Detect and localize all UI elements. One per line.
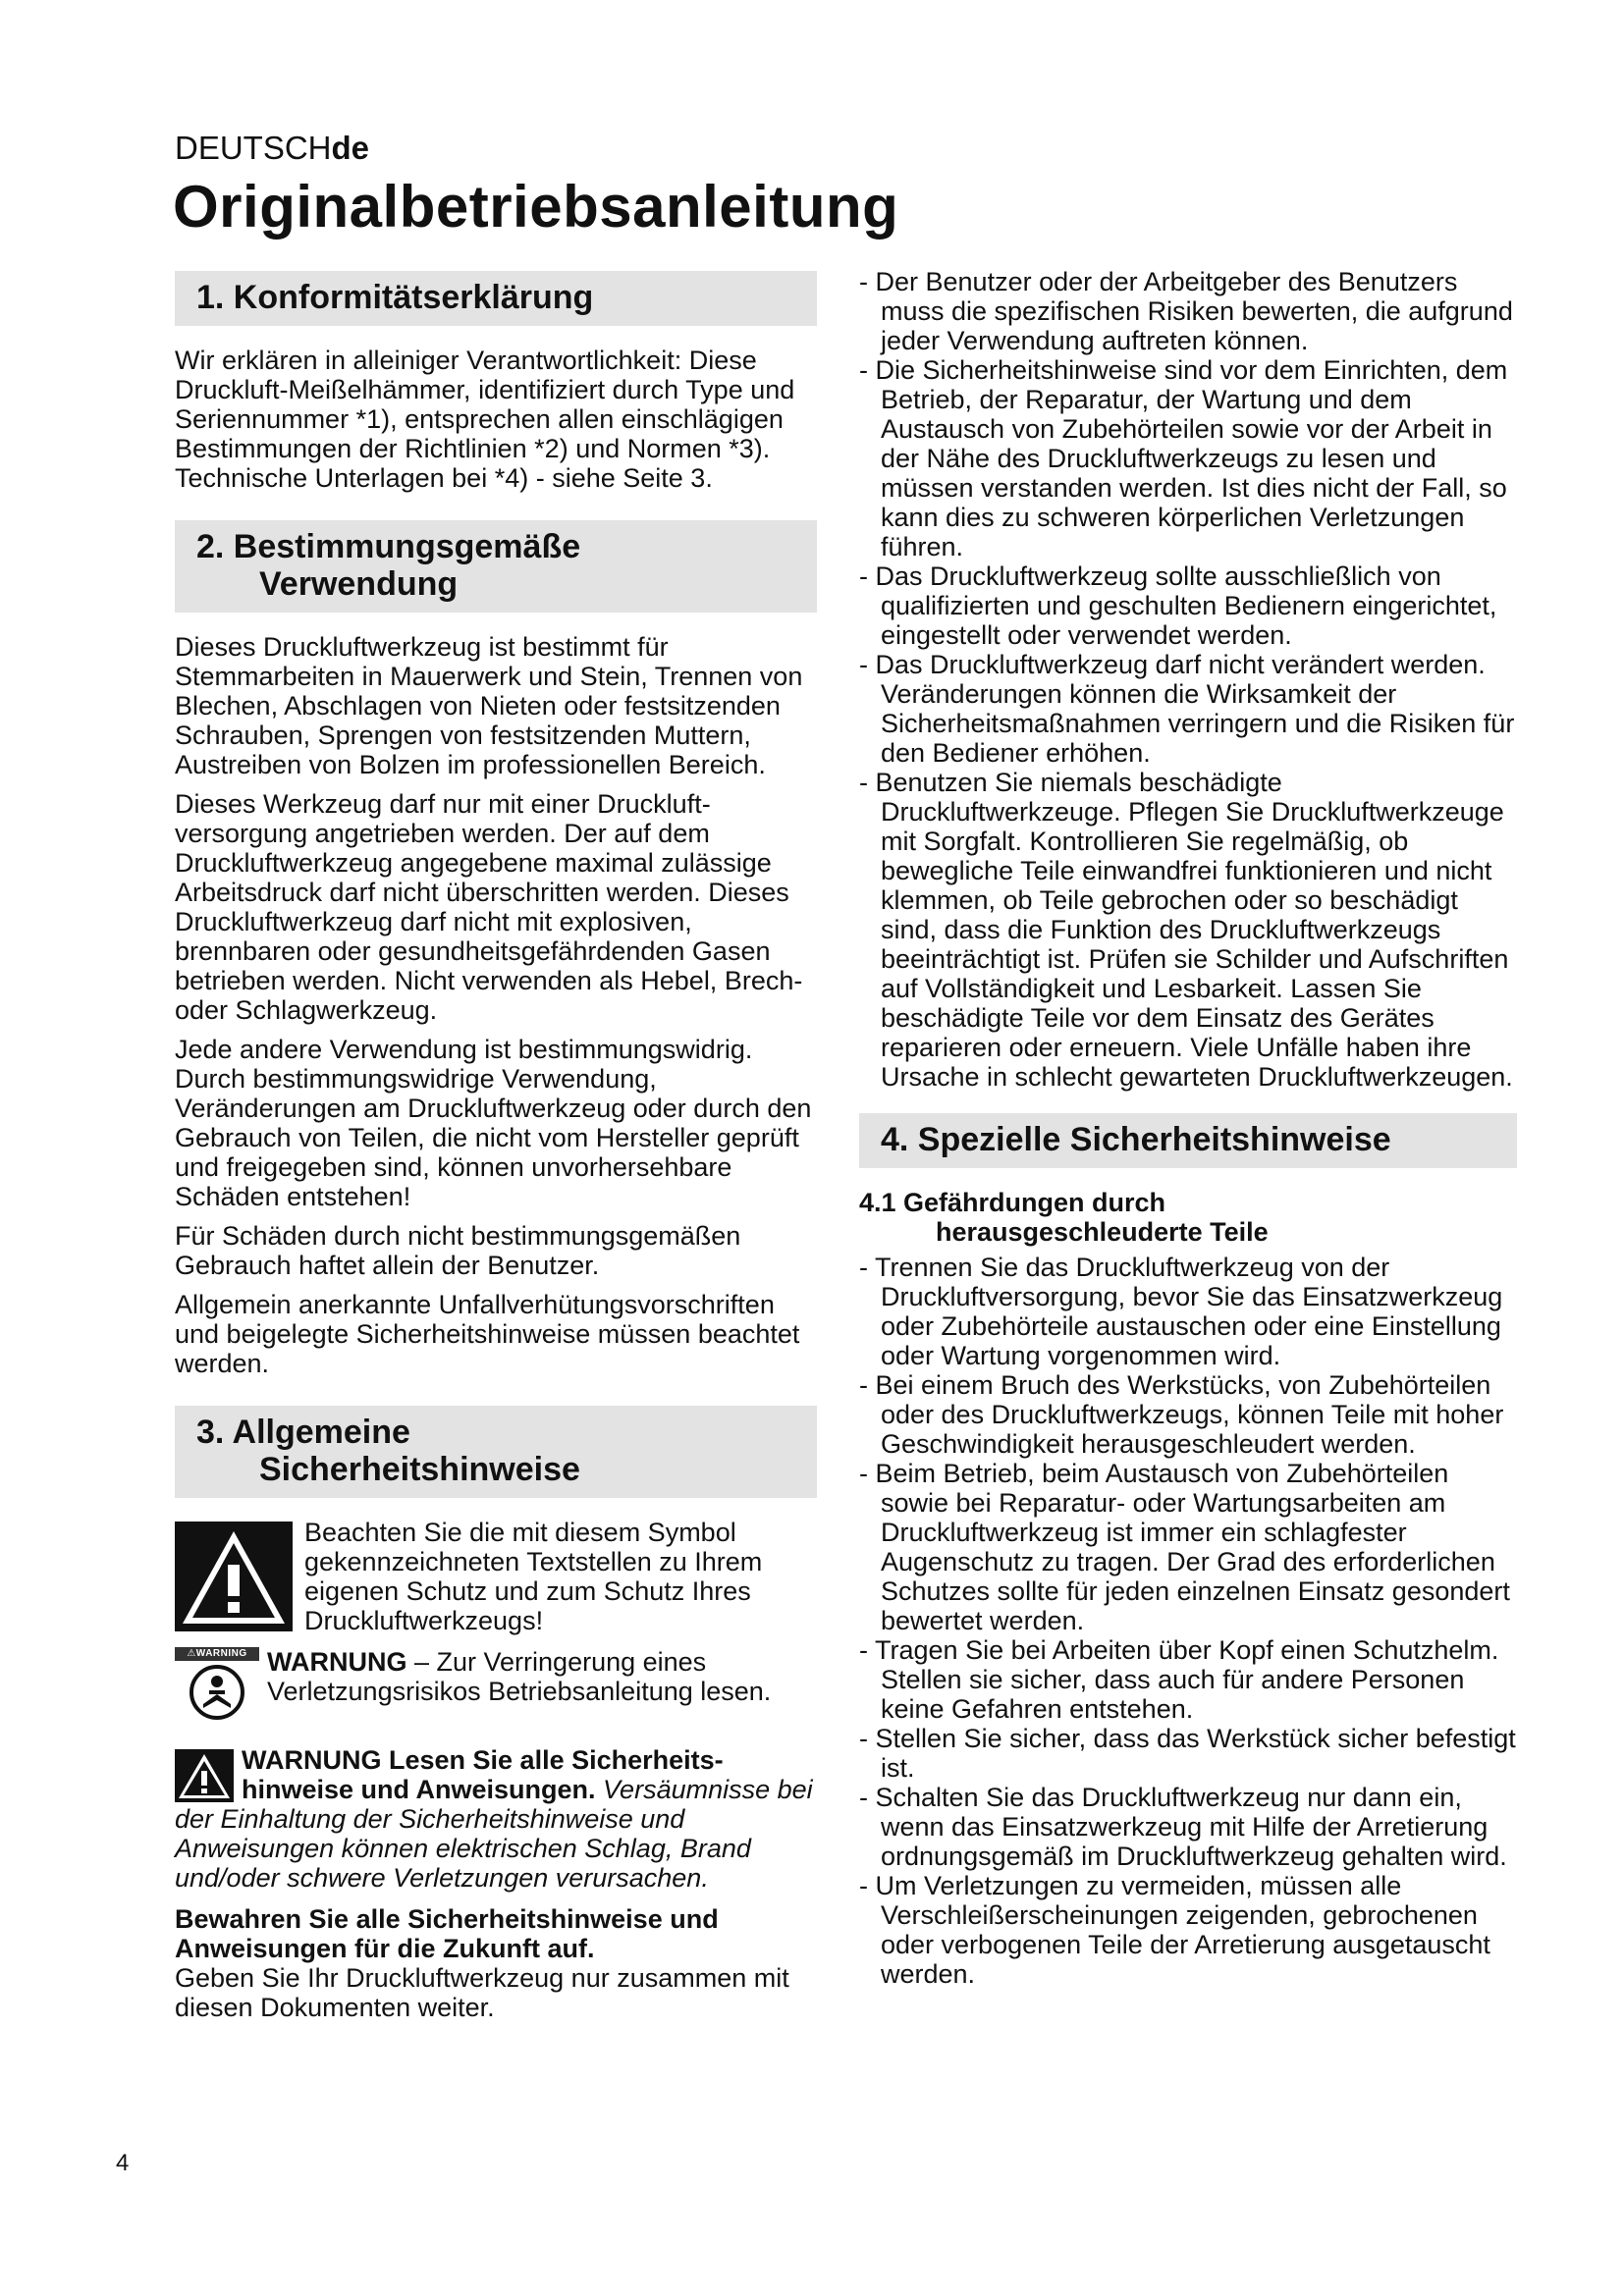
right-column — [859, 267, 1517, 1989]
list-item: - Das Druckluftwerkzeug darf nicht verändert werden. Veränderungen können die Wirksamkeit der Sicherheitsmaßnahmen verringern und die Risiken für den Bediener erhöhen. — [859, 650, 1517, 768]
section-2-paragraph: Allgemein anerkannte Unfallverhütungsvorschriften und beigelegte Sicherheitshinweise müssen beachtet werden. — [175, 1290, 800, 1378]
read-manual-icon — [189, 1665, 244, 1720]
subsection-4-1-line1: 4.1 Gefährdungen durch — [859, 1188, 1166, 1217]
list-item: - Trennen Sie das Druckluftwerkzeug von der Druckluftversorgung, bevor Sie das Einsatzwerkzeug oder Zubehörteile austauschen oder eine Einstellung oder Wartung vorgenommen wird. — [859, 1253, 1517, 1370]
section-2-heading — [175, 520, 817, 613]
section-3-heading-line2: Sicherheitshinweise — [259, 1451, 580, 1488]
list-item: - Die Sicherheitshinweise sind vor dem Einrichten, dem Betrieb, der Reparatur, der Wartung und dem Austausch von Zubehörteilen sowie vor der Arbeit in der Nähe des Druckluftwerkzeugs zu lesen und müssen verstanden werden. Ist dies nicht der Fall, so kann dies zu schweren körperlichen Verletzungen führen. — [859, 355, 1517, 561]
page-number: 4 — [116, 2150, 130, 2176]
general-safety-list — [859, 267, 1517, 1092]
section-3-heading — [175, 1406, 817, 1498]
subsection-4-1-heading — [859, 1188, 1517, 1247]
keep-instructions-text: Geben Sie Ihr Druckluftwerkzeug nur zusammen mit diesen Dokumenten weiter. — [175, 1963, 789, 2022]
read-manual-warning — [175, 1647, 817, 1720]
warning-triangle-small-icon — [175, 1749, 234, 1802]
section-4-heading: 4. Spezielle Sicherheitshinweise — [859, 1113, 1517, 1168]
subsection-4-1-line2: herausgeschleuderte Teile — [936, 1217, 1269, 1247]
symbol-note-text: Beachten Sie die mit diesem Symbol gekennzeichneten Textstellen zu Ihrem eigenen Schutz und zum Schutz Ihres Druckluftwerkzeugs! — [304, 1518, 763, 1635]
symbol-note — [175, 1518, 817, 1635]
read-manual-badge — [175, 1647, 259, 1720]
list-item: - Beim Betrieb, beim Austausch von Zubehörteilen sowie bei Reparatur- oder Wartungsarbeiten am Druckluftwerkzeug ist immer ein schlagfester Augenschutz zu tragen. Der Grad des erforderlichen Schutzes sollte für jeden einzelnen Einsatz gesondert bewertet werden. — [859, 1459, 1517, 1635]
section-2-paragraph: Jede andere Verwendung ist bestimmungswidrig. Durch bestimmungswidrige Verwendung, Veränderungen am Druckluftwerkzeug oder durch den Gebrauch von Teilen, die nicht vom Hersteller geprüft und freigegeben sind, können unvorhersehbare Schäden entstehen! — [175, 1035, 812, 1211]
warning-label: WARNUNG — [267, 1647, 407, 1677]
list-item: - Stellen Sie sicher, dass das Werkstück sicher befestigt ist. — [859, 1724, 1517, 1783]
section-2-paragraph: Für Schäden durch nicht bestimmungsgemäßen Gebrauch haftet allein der Benutzer. — [175, 1221, 741, 1280]
warning-tag: ⚠WARNING — [175, 1647, 259, 1661]
language-prefix: DEUTSCH — [175, 130, 332, 166]
warning-triangle-icon — [175, 1522, 293, 1631]
section-2-paragraph: Dieses Druckluftwerkzeug ist bestimmt für Stemmarbeiten in Mauerwerk und Stein, Trennen von Blechen, Abschlagen von Nieten oder festsitzenden Schrauben, Sprengen von festsitzenden Muttern, Austreiben von Bolzen im professionellen Bereich. — [175, 632, 803, 779]
section-1-text: Wir erklären in alleiniger Verantwortlichkeit: Diese Druckluft-Meißelhämmer, identifiziert durch Type und Seriennummer *1), entsprechen allen einschlägigen Bestimmungen der Richtlinien *2) und Normen *3). Technische Unterlagen bei *4) - siehe Seite 3. — [175, 346, 795, 493]
section-2-paragraph: Dieses Werkzeug darf nur mit einer Druckluft-versorgung angetrieben werden. Der auf dem Druckluftwerkzeug angegebene maximal zulässige Arbeitsdruck darf nicht überschritten werden. Dieses Druckluftwerkzeug darf nicht mit explosiven, brennbaren oder gesundheitsgefährdenden Gasen betrieben werden. Nicht verwenden als Hebel, Brech- oder Schlagwerkzeug. — [175, 789, 803, 1025]
general-warning-title: WARNUNG Lesen Sie alle Sicherheits-hinweise und Anweisungen. — [242, 1745, 724, 1804]
section-2-heading-line2: Verwendung — [259, 565, 459, 603]
list-item: - Schalten Sie das Druckluftwerkzeug nur dann ein, wenn das Einsatzwerkzeug mit Hilfe der Arretierung ordnungsgemäß im Druckluftwerkzeug gehalten wird. — [859, 1783, 1517, 1871]
warning-text: – Zur Verringerung eines Verletzungsrisikos Betriebsanleitung lesen. — [267, 1647, 772, 1706]
keep-instructions-title: Bewahren Sie alle Sicherheitshinweise und Anweisungen für die Zukunft auf. — [175, 1904, 719, 1963]
left-column — [175, 271, 817, 2032]
projectile-hazard-list — [859, 1253, 1517, 1989]
general-warning — [175, 1745, 817, 1893]
list-item: - Benutzen Sie niemals beschädigte Druckluftwerkzeuge. Pflegen Sie Druckluftwerkzeuge mit Sorgfalt. Kontrollieren Sie regelmäßig, ob bewegliche Teile einwandfrei funktionieren und nicht klemmen, ob Teile gebrochen oder so beschädigt sind, dass die Funktion des Druckluftwerkzeugs beeinträchtigt ist. Prüfen sie Schilder und Aufschriften auf Vollständigkeit und Lesbarkeit. Lassen Sie beschädigte Teile vor dem Einsatz des Gerätes reparieren oder erneuern. Viele Unfälle haben ihre Ursache in schlecht gewarteten Druckluftwerkzeugen. — [859, 768, 1517, 1092]
document-title: Originalbetriebsanleitung — [173, 174, 899, 240]
list-item: - Um Verletzungen zu vermeiden, müssen alle Verschleißerscheinungen zeigenden, gebrochenen oder verbogenen Teile der Arretierung ausgetauscht werden. — [859, 1871, 1517, 1989]
read-manual-text — [267, 1647, 817, 1706]
section-3-heading-line1: 3. Allgemeine — [196, 1414, 410, 1451]
list-item: - Der Benutzer oder der Arbeitgeber des Benutzers muss die spezifischen Risiken bewerten, die aufgrund jeder Verwendung auftreten können. — [859, 267, 1517, 355]
section-2-heading-line1: 2. Bestimmungsgemäße — [196, 528, 581, 565]
general-warning-text: Versäumnisse bei der Einhaltung der Sicherheitshinweise und Anweisungen können elektrischen Schlag, Brand und/oder schwere Verletzungen verursachen. — [175, 1775, 813, 1893]
language-label — [175, 130, 369, 167]
language-code: de — [331, 130, 370, 166]
list-item: - Das Druckluftwerkzeug sollte ausschließlich von qualifizierten und geschulten Bedienern eingerichtet, eingestellt oder verwendet werden. — [859, 561, 1517, 650]
section-1-heading: 1. Konformitätserklärung — [175, 271, 817, 326]
list-item: - Tragen Sie bei Arbeiten über Kopf einen Schutzhelm. Stellen sie sicher, dass auch für andere Personen keine Gefahren entstehen. — [859, 1635, 1517, 1724]
list-item: - Bei einem Bruch des Werkstücks, von Zubehörteilen oder des Druckluftwerkzeugs, können Teile mit hoher Geschwindigkeit herausgeschleudert werden. — [859, 1370, 1517, 1459]
